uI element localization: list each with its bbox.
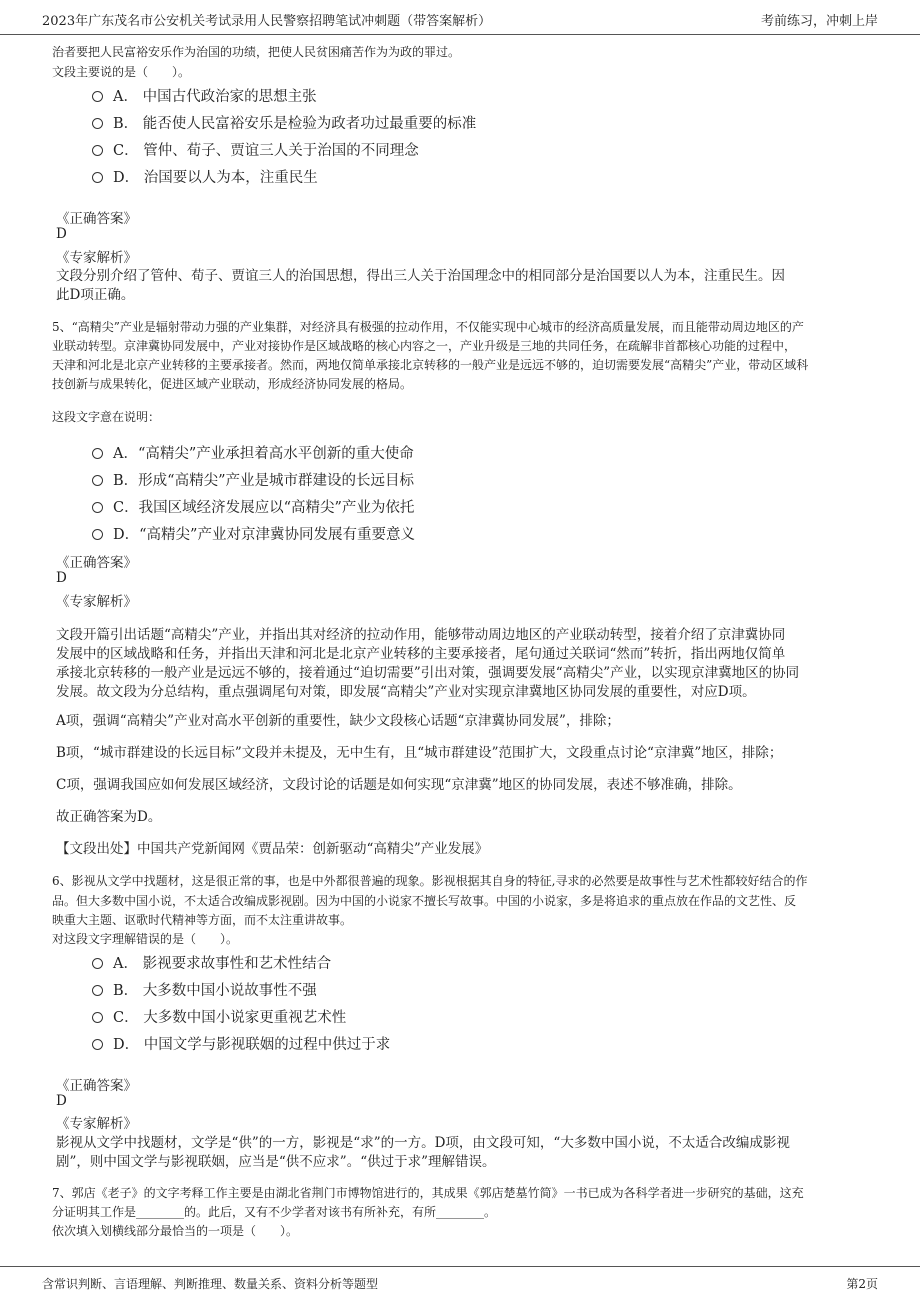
q4-option-a[interactable]: A． 中国古代政治家的思想主张: [92, 85, 317, 106]
q4-analysis-label: 《专家解析》: [56, 250, 137, 266]
q5-item-b: B项，“城市群建设的长远目标”文段并未提及，无中生有，且“城市群建设”范围扩大，文段重点讨论“京津冀”地区，排除；: [56, 745, 783, 761]
radio-icon[interactable]: [92, 985, 103, 996]
q5-option-a[interactable]: A．“高精尖”产业承担着高水平创新的重大使命: [92, 442, 414, 463]
q6-passage-line: 品。但大多数中国小说，不太适合改编成影视剧。因为中国的小说家不擅长写故事。中国的小说家，多是将追求的重点放在作品的文艺性、反: [52, 894, 797, 908]
q4-option-d[interactable]: D． 治国要以人为本，注重民生: [92, 166, 318, 187]
q5-prompt: 这段文字意在说明：: [52, 410, 161, 424]
q5-analysis-line: 文段开篇引出话题“高精尖”产业，并指出其对经济的拉动作用，能够带动周边地区的产业联动转型，接着介绍了京津冀协同: [56, 627, 786, 643]
q6-prompt: 对这段文字理解错误的是（ ）。: [52, 932, 239, 946]
q4-option-c[interactable]: C． 管仲、荀子、贾谊三人关于治国的不同理念: [92, 139, 419, 160]
q5-item-a: A项，强调“高精尖”产业对高水平创新的重要性，缺少文段核心话题“京津冀协同发展”，排除；: [56, 713, 620, 729]
q6-analysis-line: 剧”，则中国文学与影视联姻，应当是“供不应求”。“供过于求”理解错误。: [56, 1154, 496, 1170]
q5-passage-line: 业联动转型。京津冀协同发展中，产业对接协作是区域战略的核心内容之一，产业升级是三地的共同任务，在疏解非首都核心功能的过程中，: [52, 339, 797, 353]
q7-passage-line: 分证明其工作是________的。此后，又有不少学者对该书有所补充，有所________。: [52, 1205, 497, 1219]
q7-prompt: 依次填入划横线部分最恰当的一项是（ ）。: [52, 1224, 299, 1238]
q5-option-b[interactable]: B．形成“高精尖”产业是城市群建设的长远目标: [92, 469, 414, 490]
q5-conclusion: 故正确答案为D。: [56, 809, 162, 825]
radio-icon[interactable]: [92, 118, 103, 129]
q5-option-c[interactable]: C．我国区域经济发展应以“高精尖”产业为依托: [92, 496, 414, 517]
document-title: 2023年广东茂名市公安机关考试录用人民警察招聘笔试冲刺题（带答案解析）: [42, 14, 492, 29]
q5-analysis-label: 《专家解析》: [56, 594, 137, 610]
q5-analysis-line: 发展。故文段为分总结构，重点强调尾句对策，即发展“高精尖”产业对实现京津冀地区协同发展的重要性，对应D项。: [56, 684, 756, 700]
q6-analysis-label: 《专家解析》: [56, 1116, 137, 1132]
radio-icon[interactable]: [92, 958, 103, 969]
q4-answer-label: 《正确答案》: [56, 211, 137, 227]
radio-icon[interactable]: [92, 502, 103, 513]
q6-option-c[interactable]: C． 大多数中国小说家更重视艺术性: [92, 1006, 346, 1027]
page-footer: [0, 1266, 920, 1303]
q6-option-b[interactable]: B． 大多数中国小说故事性不强: [92, 979, 317, 1000]
q6-option-a[interactable]: A． 影视要求故事性和艺术性结合: [92, 952, 331, 973]
q6-answer: D: [56, 1093, 67, 1109]
q4-analysis-line: 此D项正确。: [56, 287, 135, 303]
q5-option-d[interactable]: D．“高精尖”产业对京津冀协同发展有重要意义: [92, 523, 415, 544]
header-slogan: 考前练习，冲刺上岸: [760, 14, 878, 29]
q6-analysis-line: 影视从文学中找题材，文学是“供”的一方，影视是“求”的一方。D项，由文段可知，“大多数中国小说，不太适合改编成影视: [56, 1135, 790, 1151]
radio-icon[interactable]: [92, 475, 103, 486]
q6-passage-line: 6、影视从文学中找题材，这是很正常的事，也是中外都很普遍的现象。影视根据其自身的特征,寻求的必然要是故事性与艺术性都较好结合的作: [52, 874, 808, 888]
q4-answer: D: [56, 226, 67, 242]
q5-passage-line: 5、“高精尖”产业是辐射带动力强的产业集群，对经济具有极强的拉动作用，不仅能实现中心城市的经济高质量发展，而且能带动周边地区的产: [52, 320, 804, 334]
radio-icon[interactable]: [92, 1012, 103, 1023]
q5-analysis-line: 发展中的区域战略和任务，并指出天津和河北是北京产业转移的主要承接者，尾句通过关联词“然而”转折，指出两地仅简单: [56, 646, 786, 662]
q5-analysis-line: 承接北京转移的一般产业是远远不够的，接着通过“迫切需要”引出对策，强调要发展“高精尖”产业，以实现京津冀地区的协同: [56, 665, 800, 681]
footer-topics: 含常识判断、言语理解、判断推理、数量关系、资料分析等题型: [42, 1277, 379, 1291]
q6-passage-line: 映重大主题、讴歌时代精神等方面，而不太注重讲故事。: [52, 913, 353, 927]
page-header: [0, 0, 920, 35]
q4-analysis-line: 文段分别介绍了管仲、荀子、贾谊三人的治国思想，得出三人关于治国理念中的相同部分是治国要以人为本，注重民生。因: [56, 268, 785, 284]
q5-answer-label: 《正确答案》: [56, 555, 137, 571]
q5-source: 【文段出处】中国共产党新闻网《贾品荣：创新驱动“高精尖”产业发展》: [56, 841, 489, 857]
q5-answer: D: [56, 570, 67, 586]
page-number: 第2页: [846, 1277, 878, 1291]
radio-icon[interactable]: [92, 172, 103, 183]
q7-passage-line: 7、郭店《老子》的文字考释工作主要是由湖北省荆门市博物馆进行的，其成果《郭店楚墓竹简》一书已成为各科学者进一步研究的基础，这充: [52, 1186, 804, 1200]
radio-icon[interactable]: [92, 448, 103, 459]
q4-prompt: 文段主要说的是（ ）。: [52, 65, 191, 79]
radio-icon[interactable]: [92, 1039, 103, 1050]
q4-passage-tail: 治者要把人民富裕安乐作为治国的功绩，把使人民贫困痛苦作为为政的罪过。: [52, 45, 461, 59]
q5-passage-line: 技创新与成果转化，促进区域产业联动，形成经济协同发展的格局。: [52, 377, 413, 391]
q5-item-c: C项，强调我国应如何发展区域经济，文段讨论的话题是如何实现“京津冀”地区的协同发展，表述不够准确，排除。: [56, 777, 742, 793]
radio-icon[interactable]: [92, 529, 103, 540]
radio-icon[interactable]: [92, 145, 103, 156]
q5-passage-line: 天津和河北是北京产业转移的主要承接者。然而，两地仅简单承接北京转移的一般产业是远远不够的，迫切需要发展“高精尖”产业，带动区域科: [52, 358, 809, 372]
radio-icon[interactable]: [92, 91, 103, 102]
q6-answer-label: 《正确答案》: [56, 1078, 137, 1094]
q6-option-d[interactable]: D． 中国文学与影视联姻的过程中供过于求: [92, 1033, 390, 1054]
q4-option-b[interactable]: B． 能否使人民富裕安乐是检验为政者功过最重要的标准: [92, 112, 476, 133]
